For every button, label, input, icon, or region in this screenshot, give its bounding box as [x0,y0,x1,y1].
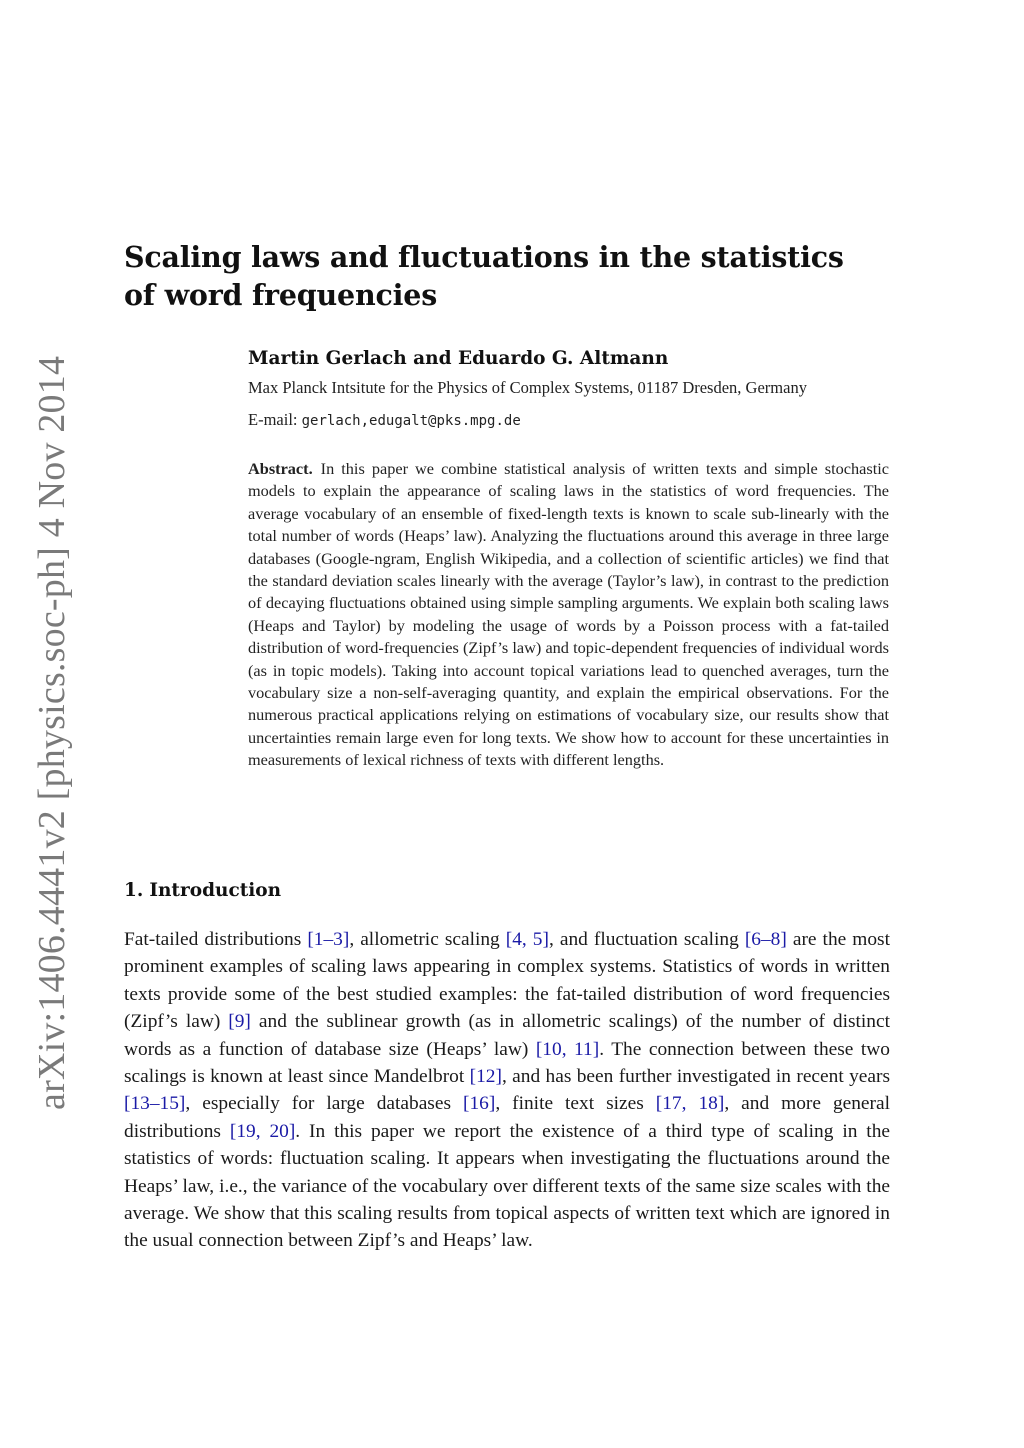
section-heading-introduction [124,880,281,901]
citation-link[interactable]: [4, 5] [505,929,549,950]
abstract [248,458,889,772]
intro-text: and the sublinear growth (as in allometric scalings) of the number of distinct words as a function of database size (Heaps’ law) [124,1011,890,1060]
email-label: E-mail: [248,410,298,429]
citation-link[interactable]: [6–8] [744,929,787,950]
citation-link[interactable]: [13–15] [124,1093,186,1115]
intro-text: , allometric scaling [349,929,506,950]
paper-title: Scaling laws and fluctuations in the statistics of word frequencies [124,240,844,312]
introduction-paragraph [124,926,890,1255]
citation-link[interactable]: [12] [469,1066,502,1088]
abstract-text: In this paper we combine statistical analysis of written texts and simple stochastic models to explain the appearance of scaling laws in the statistics of word frequencies. The average vocabulary of an ensemble of fixed-length texts is known to scale sub-linearly with the total number of words (Heaps’ law). Analyzing the fluctuations around this average in three large databases (Google-ngram, English Wikipedia, and a collection of scientific articles) we find that the standard deviation scales linearly with the average (Taylor’s law), in contrast to the prediction of decaying fluctuations obtained using simple sampling arguments. We explain both scaling laws (Heaps and Taylor) by modeling the usage of words by a Poisson process with a fat-tailed distribution of word-frequencies (Zipf’s law) and topic-dependent frequencies of individual words (as in topic models). Taking into account topical variations lead to quenched averages, turn the vocabulary size a non-self-averaging quantity, and explain the empirical observations. For the numerous practical applications relying on estimations of vocabulary size, our results show that uncertainties remain large even for long texts. We show how to account for these uncertainties in measurements of lexical richness of texts with different lengths. [248,459,889,770]
author-list: Martin Gerlach and Eduardo G. Altmann [248,348,669,369]
intro-text: , and fluctuation scaling [548,929,745,950]
email-line [248,410,521,430]
intro-text: , especially for large databases [185,1093,463,1115]
intro-text: are the most prominent examples of scaling laws appearing in complex systems. Statistics of words in written texts provide some of the best studied examples: the fat-tailed distribution of word frequencies (Zipf’s law) [124,929,890,1033]
citation-link[interactable]: [1–3] [307,929,350,950]
intro-text: . The connection between these two scalings is known at least since Mandelbrot [124,1038,891,1088]
arxiv-identifier-stamp: arXiv:1406.4441v2 [physics.soc-ph] 4 Nov 2014 [31,355,73,1110]
citation-link[interactable]: [9] [228,1011,251,1033]
citation-link[interactable]: [19, 20] [229,1120,296,1142]
intro-text: , finite text sizes [495,1093,656,1115]
intro-text: , and more general distributions [124,1093,890,1142]
section-number: 1. [124,880,144,901]
affiliation: Max Planck Intsitute for the Physics of Complex Systems, 01187 Dresden, Germany [248,378,807,397]
intro-text: Fat-tailed distributions [124,929,308,950]
email-address[interactable]: gerlach,edugalt@pks.mpg.de [301,413,521,429]
citation-link[interactable]: [10, 11] [535,1038,600,1060]
section-title: Introduction [149,880,282,901]
abstract-label: Abstract. [248,459,313,478]
intro-text: , and has been further investigated in recent years [501,1066,890,1088]
citation-link[interactable]: [16] [463,1093,496,1115]
intro-text: . In this paper we report the existence of a third type of scaling in the statistics of words: fluctuation scaling. It appears when investigating the fluctuations around the Heaps’ law, i.e., the variance of the vocabulary over different texts of the same size scales with the average. We show that this scaling results from topical aspects of written text which are ignored in the usual connection between Zipf’s and Heaps’ law. [124,1120,890,1252]
citation-link[interactable]: [17, 18] [655,1093,725,1115]
